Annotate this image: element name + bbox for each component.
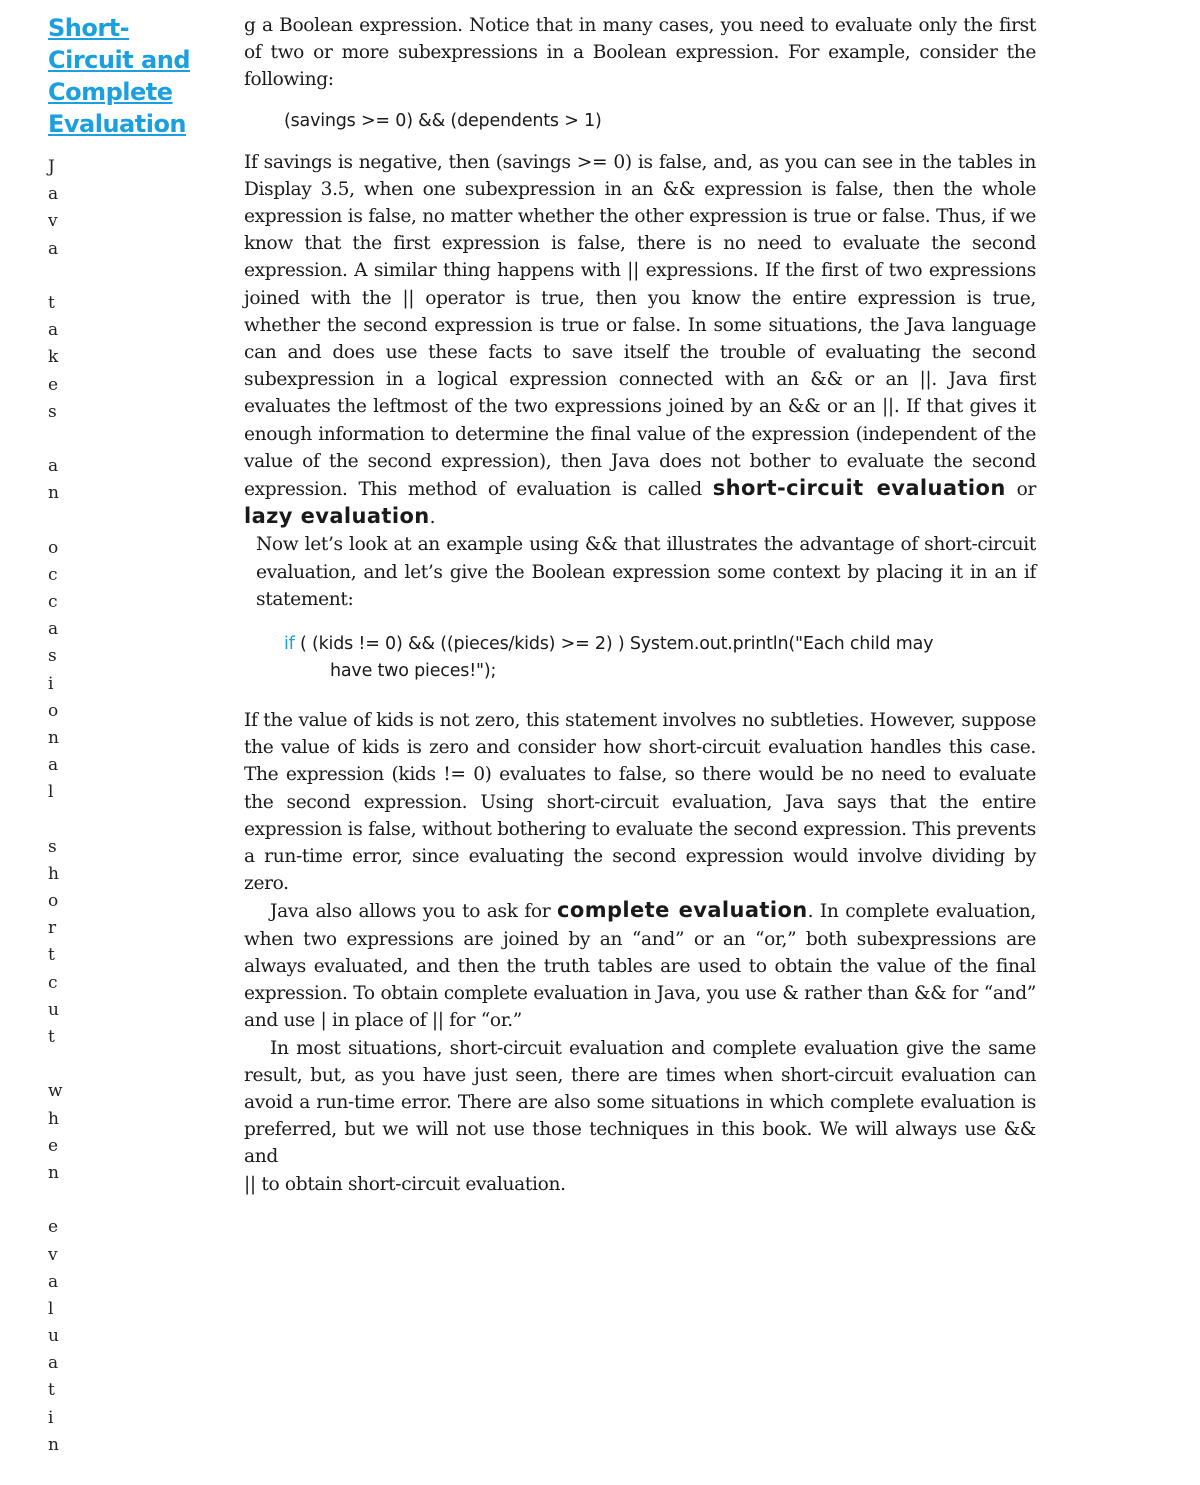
paragraph-text: If savings is negative, then (savings >= 0) is false, and, as you can see in the tables in Display 3.5, when one subexpression in an && expression is false, then the whole expression is false, no matter whether the other expression is true or false. Thus, if we know that the first expression is false, there is no need to evaluate the second expression. A similar thing happens with || expressions. If the first of two expressions joined with the || operator is true, then you know the entire expression is true, whether the second expression is true or false. In some situations, the Java language can and does use these facts to save itself the trouble of evaluating the second subexpression in a logical expression connected with an && or an ||. Java first evaluates the leftmost of the two expressions joined by an && or an ||. If that gives it enough information to determine the final value of the expression (independent of the value of the second expression), then Java does not bother to evaluate the second expression. This method of evaluation is called [244, 151, 1036, 501]
key-term: lazy evaluation [244, 504, 430, 529]
vertical-note-char: h [48, 863, 59, 884]
vertical-note-char: l [48, 782, 54, 803]
vertical-note-char: o [48, 537, 59, 558]
paragraph-text: . In complete evaluation, when two expressions are joined by an “and” or an “or,” both subexpressions are always evaluated, and then the truth tables are used to obtain the value of the final expression. To obtain complete evaluation in Java, you use & rather than && for “and” and use | in place of || for “or.” [244, 901, 1036, 1032]
vertical-note-char: J [48, 157, 55, 177]
code-line: have two pieces!"); [330, 661, 497, 682]
vertical-note-char [48, 1187, 208, 1214]
code-snippet: (savings >= 0) && (dependents > 1) [284, 110, 602, 131]
vertical-note-char: v [48, 1244, 58, 1265]
vertical-note-char [48, 263, 208, 290]
vertical-note-char: k [48, 347, 59, 368]
vertical-note-char: o [48, 891, 59, 912]
paragraph-text: or [1016, 479, 1036, 501]
code-keyword: if [284, 634, 295, 655]
vertical-note-char: c [48, 592, 58, 612]
key-term: complete evaluation [557, 898, 808, 923]
paragraph: If the value of kids is not zero, this statement involves no subtleties. However, suppose the value of kids is zero and consider how short-circuit evaluation handles this case. The expression (kids != 0) evaluates to false, so there would be no need to evaluate the second expression. Using short-circuit evaluation, Java says that the entire expression is false, without bothering to evaluate the second expression. This prevents a run-time error, since evaluating the second expression would involve dividing by zero. [244, 710, 1036, 895]
paragraph-text: . [429, 507, 436, 529]
page-body [244, 12, 1036, 1198]
vertical-note-char: l [48, 1298, 54, 1319]
vertical-note-char: a [48, 755, 59, 776]
vertical-note-char: i [48, 1407, 54, 1428]
vertical-note-char: e [48, 1135, 59, 1156]
vertical-note-char: e [48, 374, 59, 395]
vertical-note-char: o [48, 700, 59, 721]
key-term: short-circuit evaluation [712, 476, 1006, 501]
vertical-note-char: w [48, 1081, 63, 1102]
vertical-note-char: h [48, 1108, 59, 1129]
vertical-note-char: u [48, 1326, 59, 1347]
vertical-note-char [48, 507, 208, 534]
vertical-note-char: a [48, 456, 59, 477]
vertical-note-char: c [48, 972, 58, 993]
sidebar-note [48, 12, 208, 1459]
vertical-note-char: e [48, 1217, 59, 1238]
vertical-note-char: n [48, 483, 59, 504]
paragraph: Now let’s look at an example using && that illustrates the advantage of short-circuit evaluation, and let’s give the Boolean expression some context by placing it in an if statement: [256, 534, 1036, 610]
code-text: ( (kids != 0) && ((pieces/kids) >= 2) ) System.out.println("Each child may [300, 634, 934, 655]
sidebar-title-line: Complete [48, 78, 173, 106]
vertical-note-char: u [48, 999, 59, 1020]
vertical-note-char: t [48, 1380, 55, 1401]
sidebar-title-line: Short- [48, 14, 130, 42]
vertical-note-char: n [48, 1434, 59, 1455]
vertical-note-char [48, 426, 208, 453]
vertical-note-char: a [48, 1271, 59, 1292]
vertical-note-char [48, 807, 208, 834]
vertical-note-char: a [48, 619, 59, 640]
paragraph-text: Java also allows you to ask for [270, 901, 551, 923]
vertical-note-char: v [48, 211, 58, 232]
vertical-note-char: s [48, 401, 57, 422]
vertical-margin-note [48, 154, 208, 1459]
vertical-note-char: t [48, 1027, 55, 1047]
paragraph: g a Boolean expression. Notice that in many cases, you need to evaluate only the first of two or more subexpressions in a Boolean expression. For example, consider the following: [244, 15, 1036, 91]
vertical-note-char: a [48, 320, 59, 341]
sidebar-title-line: Evaluation [48, 110, 187, 138]
paragraph [244, 897, 1036, 1034]
sidebar-title-line: Circuit and [48, 46, 191, 74]
vertical-note-char: a [48, 238, 59, 259]
vertical-note-char: n [48, 727, 59, 748]
vertical-note-char: c [48, 564, 58, 585]
vertical-note-char: a [48, 184, 59, 205]
vertical-note-char: t [48, 292, 55, 313]
code-line [284, 631, 1036, 658]
code-block [284, 631, 1036, 685]
sidebar-title-link[interactable] [48, 12, 208, 140]
vertical-note-char: t [48, 945, 55, 966]
vertical-note-char: i [48, 673, 54, 694]
vertical-note-char: r [48, 918, 57, 939]
paragraph [244, 149, 1036, 532]
vertical-note-char [48, 1051, 208, 1078]
vertical-note-char: s [48, 836, 57, 857]
vertical-note-char: s [48, 646, 57, 667]
vertical-note-char: n [48, 1162, 59, 1183]
paragraph: In most situations, short-circuit evaluation and complete evaluation give the same result, but, as you have just seen, there are times when short-circuit evaluation can avoid a run-time error. There are also some situations in which complete evaluation is preferred, but we will not use those techniques in this book. We will always use && and [244, 1037, 1036, 1168]
paragraph: || to obtain short-circuit evaluation. [244, 1173, 566, 1195]
vertical-note-char: a [48, 1353, 59, 1374]
